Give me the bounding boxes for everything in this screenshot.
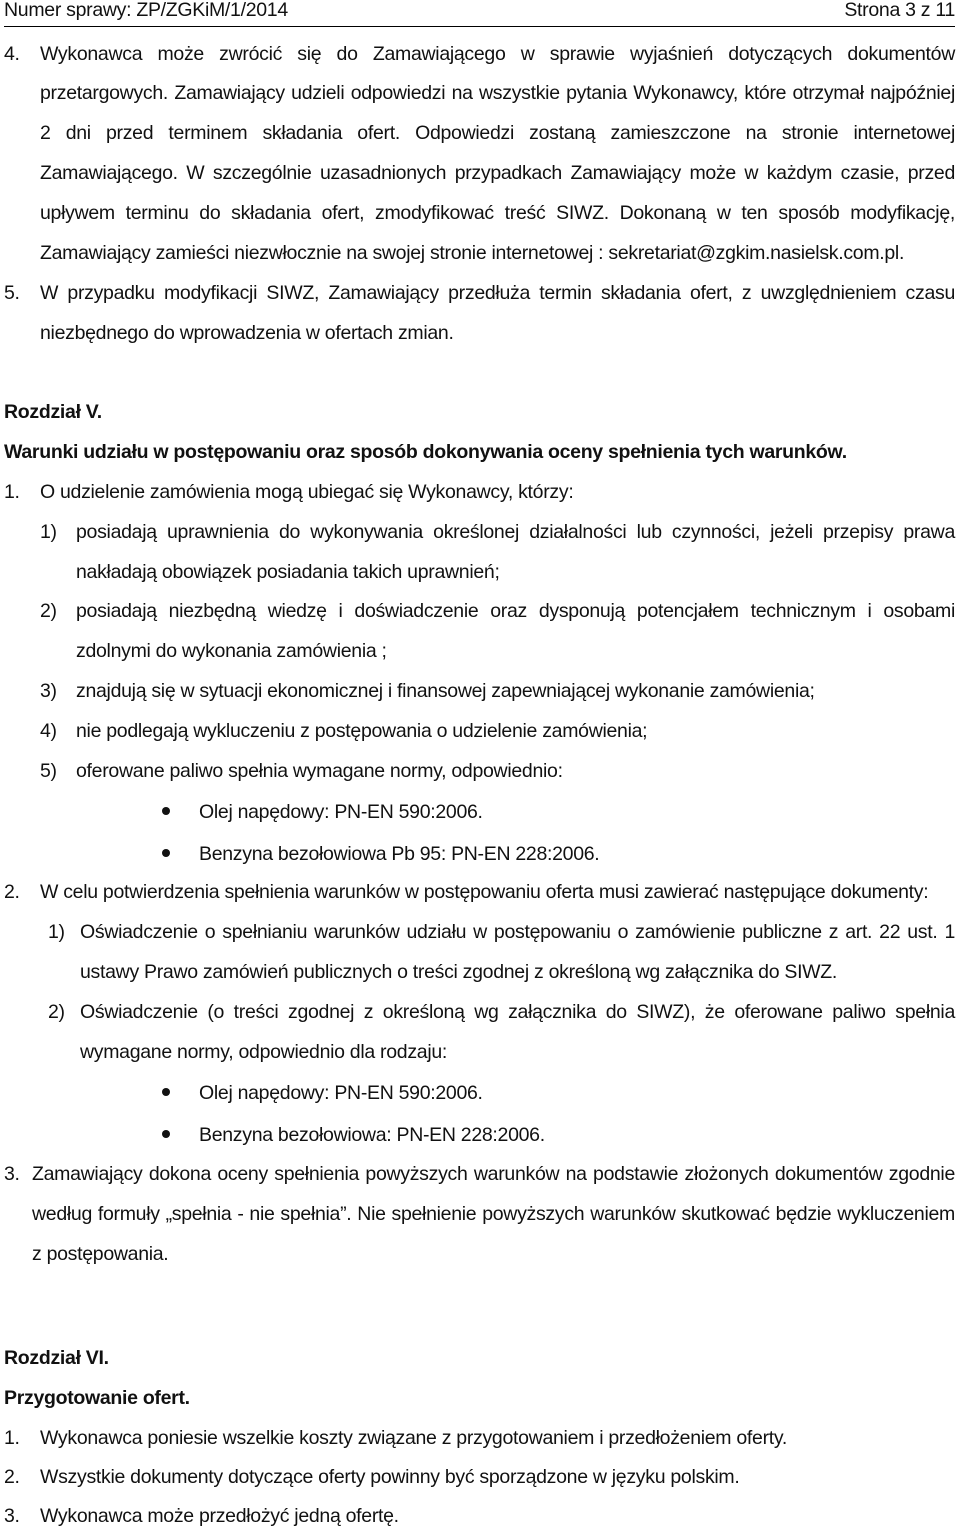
paragraph-line: Wykonawca może zwrócić się do Zamawiającego w sprawie wyjaśnień dotyczących dokumentów: [40, 43, 955, 65]
point-number: 4.: [4, 43, 20, 65]
list-item-line: oferowane paliwo spełnia wymagane normy, odpowiednio:: [76, 760, 563, 782]
list-item: Wykonawca poniesie wszelkie koszty związane z przygotowaniem i przedłożeniem oferty.: [40, 1427, 788, 1449]
item-number: 5): [40, 760, 57, 782]
chapter-title: Rozdział V.: [4, 401, 102, 423]
list-item-line: znajdują się w sytuacji ekonomicznej i finansowej zapewniającej wykonanie zamówienia;: [76, 680, 815, 702]
bullet-icon: [162, 849, 170, 857]
item-number: 3): [40, 680, 57, 702]
point-number: 2.: [4, 1466, 20, 1488]
list-item-line: zdolnymi do wykonania zamówienia ;: [76, 640, 387, 662]
point-number: 1.: [4, 481, 20, 503]
bullet-icon: [162, 807, 170, 815]
point-number: 3.: [4, 1505, 20, 1527]
chapter-title: Rozdział VI.: [4, 1347, 109, 1369]
paragraph-line: według formuły „spełnia - nie spełnia”. Nie spełnienie powyższych warunków skutkować będzie wykluczeniem: [32, 1203, 955, 1225]
list-item-line: posiadają niezbędną wiedzę i doświadczenie oraz dysponują potencjałem technicznym i osobami: [76, 600, 955, 622]
list-item-line: posiadają uprawnienia do wykonywania określonej działalności lub czynności, jeżeli przepisy prawa: [76, 521, 955, 543]
page-header: [4, 0, 955, 27]
list-item-line: nie podlegają wykluczeniu z postępowania o udzielenie zamówienia;: [76, 720, 648, 742]
case-number: Numer sprawy: ZP/ZGKiM/1/2014: [4, 0, 288, 21]
bullet-icon: [162, 1130, 170, 1138]
paragraph-line: upływem terminu do składania ofert, zmodyfikować treść SIWZ. Dokonaną w ten sposób modyfikację,: [40, 202, 955, 224]
paragraph-line: z postępowania.: [32, 1243, 169, 1265]
chapter-subtitle: Warunki udziału w postępowaniu oraz sposób dokonywania oceny spełnienia tych warunków.: [4, 441, 847, 463]
paragraph-line: 2 dni przed terminem składania ofert. Odpowiedzi zostaną zamieszczone na stronie internetowej: [40, 122, 955, 144]
paragraph-line: Zamawiający dokona oceny spełnienia powyższych warunków na podstawie złożonych dokumentów zgodnie: [32, 1163, 955, 1185]
bullet-icon: [162, 1088, 170, 1096]
item-number: 1): [40, 521, 57, 543]
list-item-line: nakładają obowiązek posiadania takich uprawnień;: [76, 561, 500, 583]
page-number: Strona 3 z 11: [844, 0, 955, 21]
list-item-line: Oświadczenie (o treści zgodnej z określoną wg załącznika do SIWZ), że oferowane paliwo spełnia: [80, 1001, 955, 1023]
list-item: Wszystkie dokumenty dotyczące oferty powinny być sporządzone w języku polskim.: [40, 1466, 740, 1488]
bullet-text: Olej napędowy: PN-EN 590:2006.: [199, 1082, 483, 1104]
paragraph-line: O udzielenie zamówienia mogą ubiegać się Wykonawcy, którzy:: [40, 481, 574, 503]
item-number: 2): [40, 600, 57, 622]
list-item: Wykonawca może przedłożyć jedną ofertę.: [40, 1505, 399, 1527]
item-number: 1): [48, 921, 65, 943]
chapter-subtitle: Przygotowanie ofert.: [4, 1387, 190, 1409]
list-item-line: Oświadczenie o spełnianiu warunków udziału w postępowaniu o zamówienie publiczne z art. 22 ust. 1: [80, 921, 955, 943]
bullet-text: Benzyna bezołowiowa: PN-EN 228:2006.: [199, 1124, 545, 1146]
point-number: 3.: [4, 1163, 20, 1185]
paragraph-line: W celu potwierdzenia spełnienia warunków w postępowaniu oferta musi zawierać następujące dokumenty:: [40, 881, 929, 903]
item-number: 4): [40, 720, 57, 742]
list-item-line: wymagane normy, odpowiednio dla rodzaju:: [80, 1041, 448, 1063]
item-number: 2): [48, 1001, 65, 1023]
point-number: 5.: [4, 282, 20, 304]
paragraph-line: niezbędnego do wprowadzenia w ofertach zmian.: [40, 322, 454, 344]
paragraph-line: W przypadku modyfikacji SIWZ, Zamawiający przedłuża termin składania ofert, z uwzględnieniem czasu: [40, 282, 955, 304]
bullet-text: Benzyna bezołowiowa Pb 95: PN-EN 228:2006.: [199, 843, 600, 865]
paragraph-line: Zamawiający zamieści niezwłocznie na swojej stronie internetowej : sekretariat@zgkim.nasielsk.com.pl.: [40, 242, 905, 264]
bullet-text: Olej napędowy: PN-EN 590:2006.: [199, 801, 483, 823]
point-number: 1.: [4, 1427, 20, 1449]
paragraph-line: Zamawiającego. W szczególnie uzasadnionych przypadkach Zamawiający może w każdym czasie, przed: [40, 162, 955, 184]
list-item-line: ustawy Prawo zamówień publicznych o treści zgodnej z określoną wg załącznika do SIWZ.: [80, 961, 838, 983]
point-number: 2.: [4, 881, 20, 903]
paragraph-line: przetargowych. Zamawiający udzieli odpowiedzi na wszystkie pytania Wykonawcy, które otrzymał najpóźniej: [40, 82, 955, 104]
